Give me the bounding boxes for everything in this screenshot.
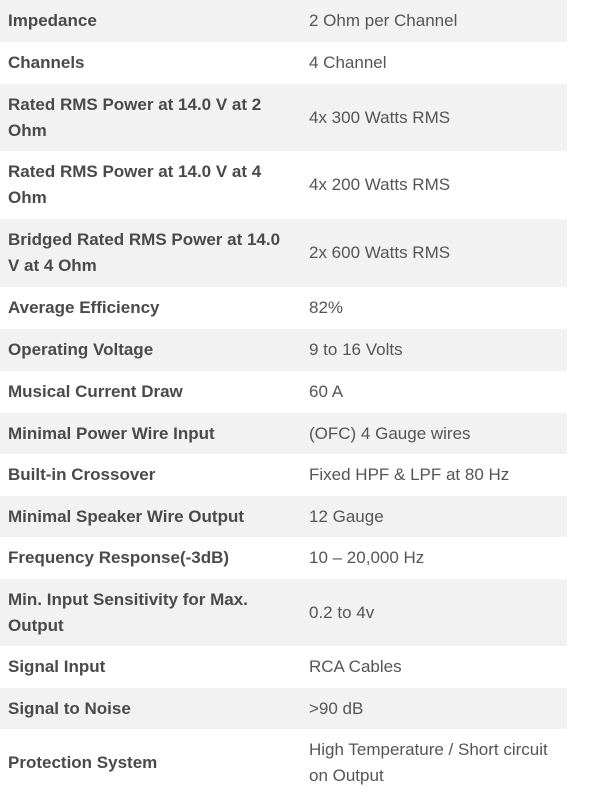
spec-value: >90 dB: [309, 698, 364, 718]
spec-label: Built-in Crossover: [8, 465, 156, 484]
spec-row-operating-voltage: [0, 329, 567, 371]
spec-value: 4 Channel: [309, 53, 387, 72]
spec-row-signal-input: [0, 646, 567, 688]
spec-label: Signal to Noise: [8, 698, 131, 718]
spec-value: RCA Cables: [309, 657, 402, 676]
spec-label: Channels: [8, 53, 85, 72]
spec-label: Frequency Response(-3dB): [8, 548, 230, 567]
spec-row-rms-power-4-ohm: [0, 151, 567, 219]
spec-label: Min. Input Sensitivity for Max. Output: [8, 589, 248, 635]
spec-value: 60 A: [309, 382, 344, 401]
spec-label: Operating Voltage: [8, 340, 154, 359]
spec-row-impedance: [0, 0, 567, 42]
spec-label: Minimal Speaker Wire Output: [8, 506, 244, 526]
spec-row-frequency-response: [0, 537, 567, 579]
spec-label: Minimal Power Wire Input: [8, 423, 215, 443]
spec-label: Bridged Rated RMS Power at 14.0 V at 4 Ohm: [8, 230, 281, 275]
spec-row-input-sensitivity: [0, 579, 567, 646]
spec-row-rms-power-2-ohm: [0, 84, 567, 151]
spec-value: High Temperature / Short circuit on Output: [309, 739, 548, 785]
spec-value: 2 Ohm per Channel: [309, 11, 458, 30]
spec-label: Rated RMS Power at 14.0 V at 2 Ohm: [8, 94, 262, 140]
spec-label: Impedance: [8, 11, 97, 30]
spec-label: Rated RMS Power at 14.0 V at 4 Ohm: [8, 162, 262, 207]
spec-value: 12 Gauge: [309, 506, 384, 526]
spec-value: 4x 200 Watts RMS: [309, 175, 451, 194]
spec-label: Protection System: [8, 752, 158, 772]
spec-label: Average Efficiency: [8, 298, 160, 317]
spec-value: 4x 300 Watts RMS: [309, 107, 451, 127]
spec-row-channels: [0, 42, 567, 84]
spec-value: 0.2 to 4v: [309, 602, 375, 622]
spec-row-signal-to-noise: [0, 688, 567, 729]
spec-value: 10 – 20,000 Hz: [309, 548, 425, 567]
spec-value: 9 to 16 Volts: [309, 340, 403, 359]
spec-row-speaker-wire-output: [0, 496, 567, 537]
spec-row-average-efficiency: [0, 287, 567, 329]
spec-row-bridged-rms-power: [0, 219, 567, 287]
spec-value: (OFC) 4 Gauge wires: [309, 423, 471, 443]
spec-value: 2x 600 Watts RMS: [309, 243, 451, 262]
spec-row-protection-system: [0, 729, 567, 796]
spec-row-built-in-crossover: [0, 454, 567, 496]
spec-value: 82%: [309, 298, 344, 317]
spec-value: Fixed HPF & LPF at 80 Hz: [309, 465, 510, 484]
spec-label: Signal Input: [8, 657, 106, 676]
spec-row-musical-current-draw: [0, 371, 567, 413]
spec-label: Musical Current Draw: [8, 382, 183, 401]
spec-row-power-wire-input: [0, 413, 567, 454]
